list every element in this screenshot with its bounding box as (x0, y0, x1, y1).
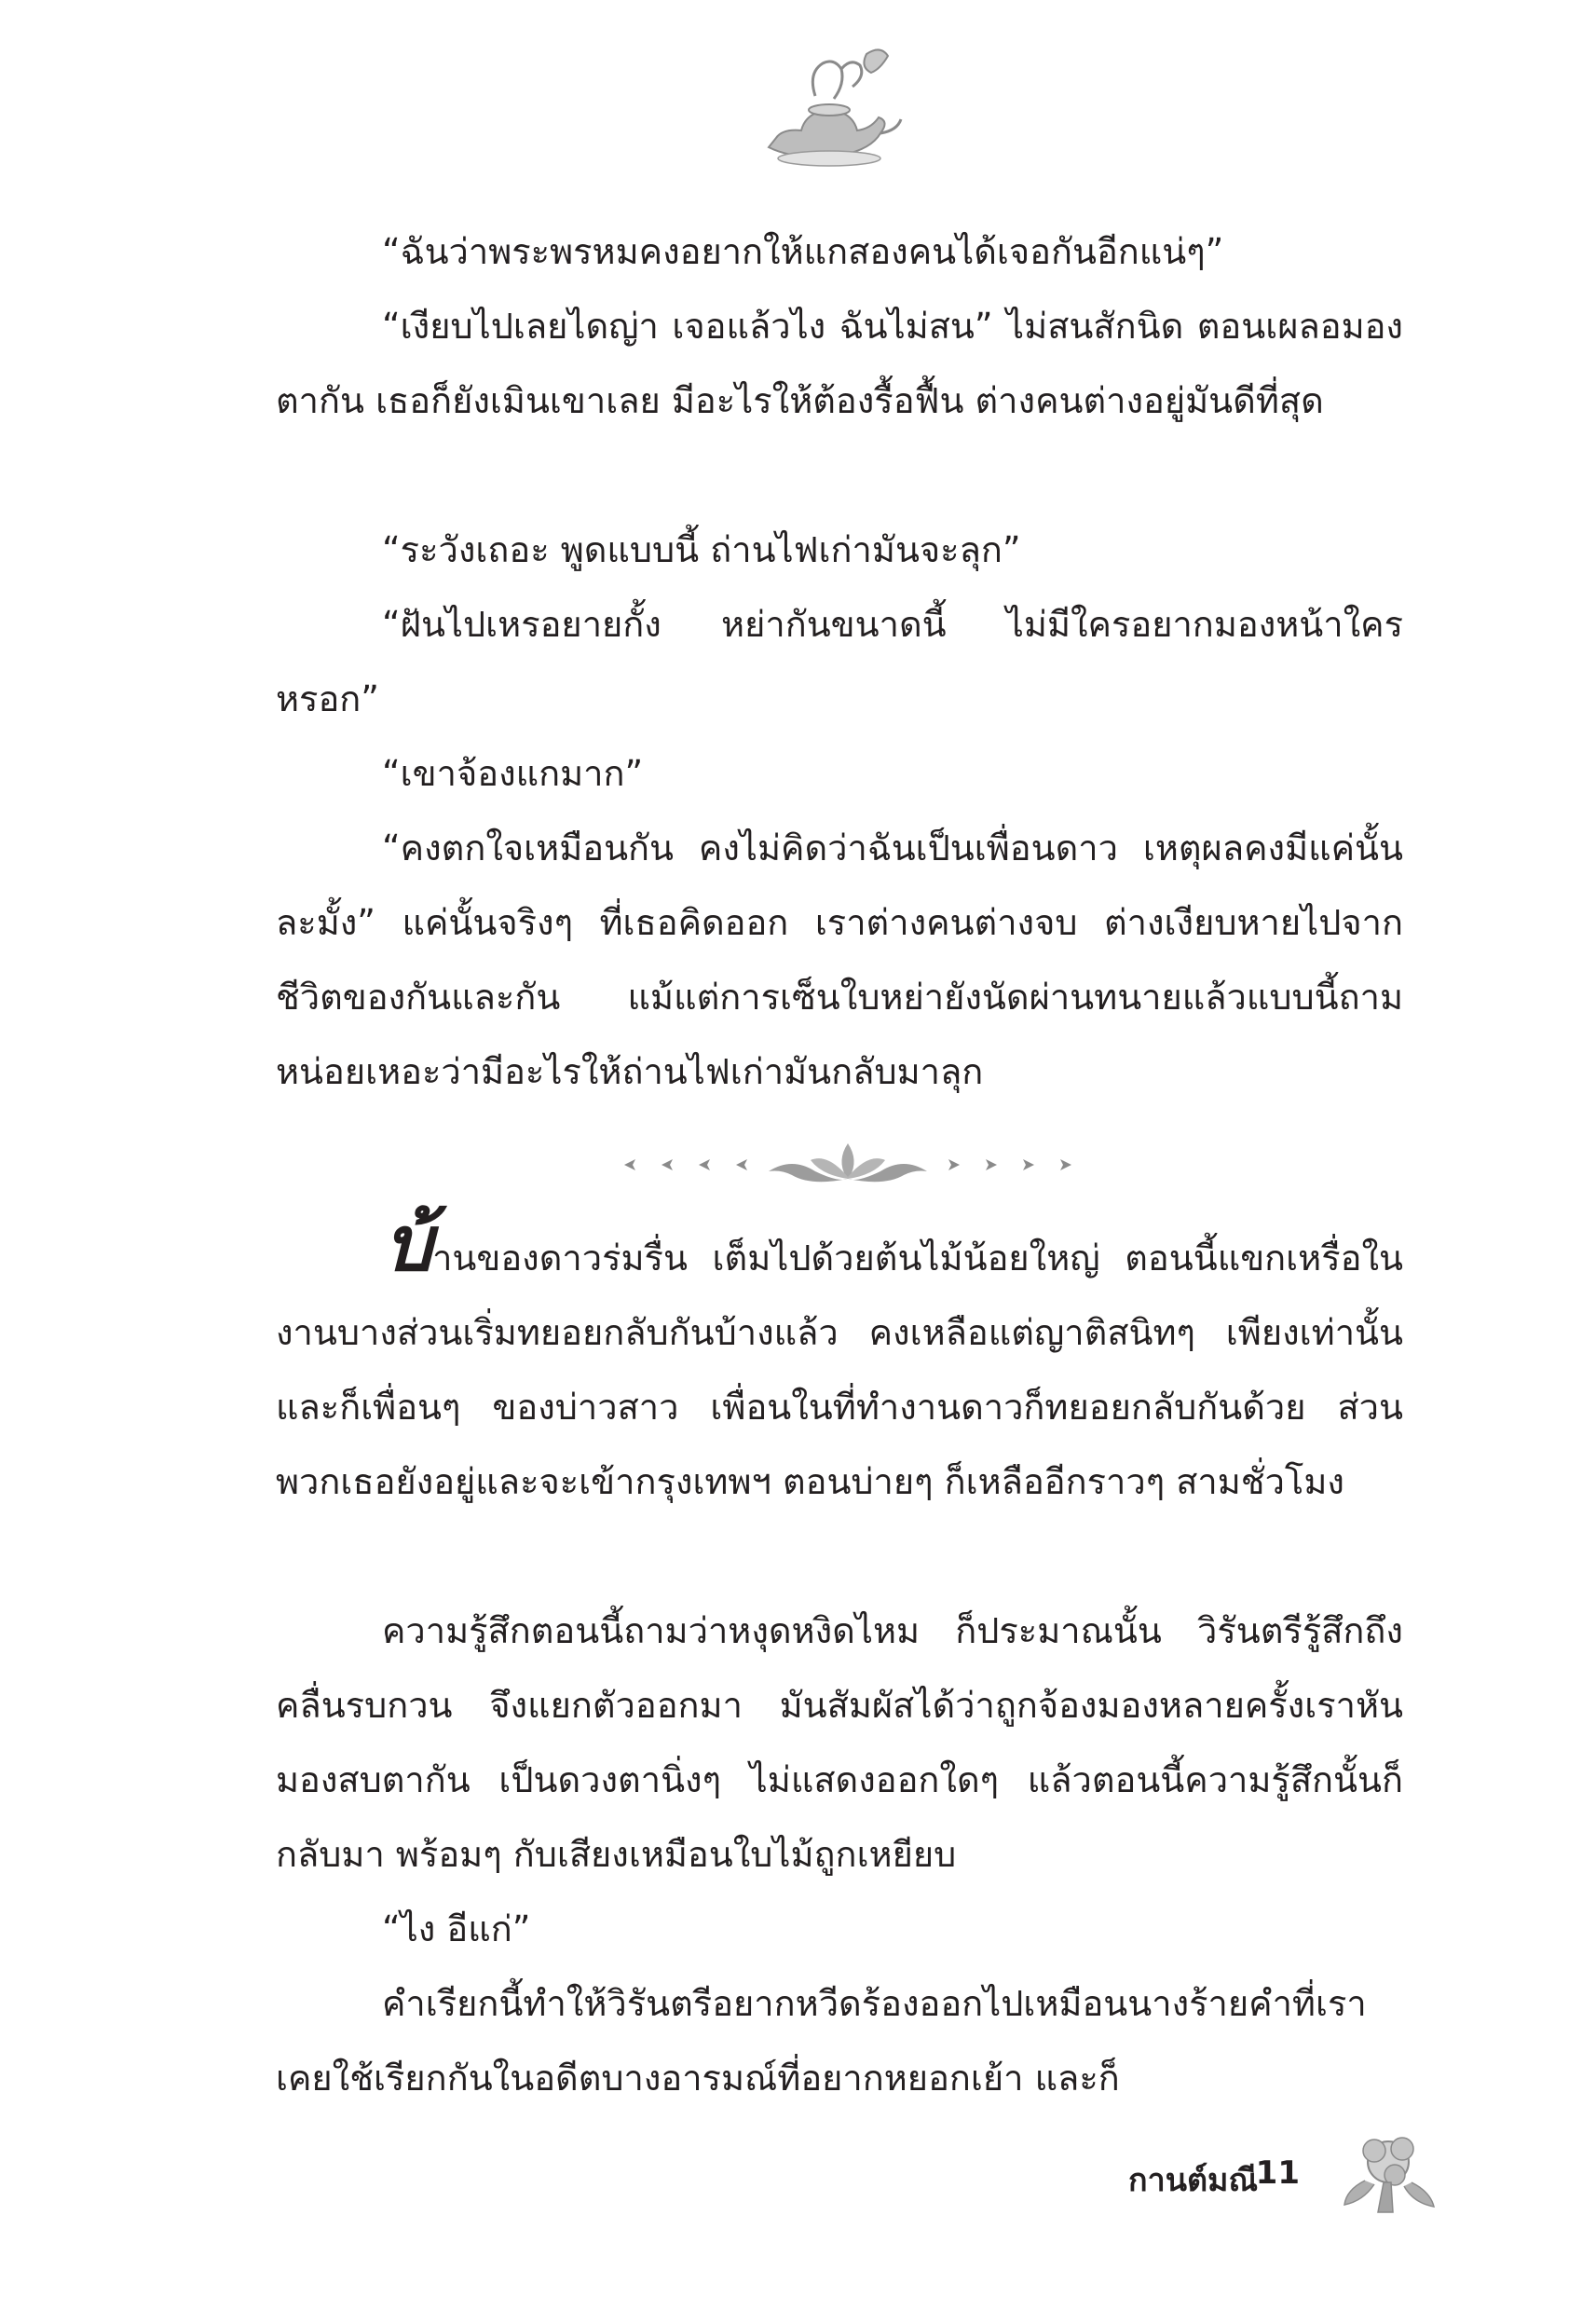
paragraph-6: “คงตกใจเหมือนกัน คงไม่คิดว่าฉันเป็นเพื่อนดาว เหตุผลคงมีแค่นั้นละมั้ง” แค่นั้นจริงๆ ที่เธอคิดออก เราต่างคนต่างจบ ต่างเงียบหายไปจากชีวิตของกันและกัน แม้แต่การเซ็นใบหย่ายังนัดผ่านทนายแล้วแบบนี้ถามหน่อยเหอะว่ามีอะไรให้ถ่านไฟเก่ามันกลับมาลุก (276, 827, 1403, 1092)
page-number: 11 (1255, 2154, 1300, 2192)
footer-book-title: กานต์มณี (1128, 2162, 1258, 2199)
paragraph-3: “ระวังเถอะ พูดแบบนี้ ถ่านไฟเก่ามันจะลุก” (382, 529, 1021, 570)
page-footer (932, 2141, 1398, 2216)
dropcap-letter: บ้ (384, 1199, 433, 1289)
scene-break-ornament-icon (615, 1132, 1081, 1197)
dropcap-paragraph (276, 1199, 1403, 1519)
paragraph-7: ความรู้สึกตอนนี้ถามว่าหงุดหงิดไหม ก็ประมาณนั้น วิรันตรีรู้สึกถึงคลื่นรบกวน จึงแยกตัวออกมา มันสัมผัสได้ว่าถูกจ้องมองหลายครั้งเราหันมองสบตากัน เป็นดวงตานิ่งๆ ไม่แสดงออกใดๆ แล้วตอนนี้ความรู้สึกนั้นก็กลับมา พร้อมๆ กับเสียงเหมือนใบไม้ถูกเหยียบ (276, 1610, 1403, 1875)
paragraph-5: “เขาจ้องแกมาก” (382, 753, 644, 794)
paragraph-8: “ไง อีแก่” (382, 1908, 531, 1949)
paragraph-2: “เงียบไปเลยไดญ่า เจอแล้วไง ฉันไม่สน” ไม่สนสักนิด ตอนเผลอมองตากัน เธอก็ยังเมินเขาเลย มีอะไรให้ต้องรื้อฟื้น ต่างคนต่างอยู่มันดีที่สุด (276, 306, 1403, 421)
paragraph-9: คำเรียกนี้ทำให้วิรันตรีอยากหวีดร้องออกไปเหมือนนางร้ายคำที่เราเคยใช้เรียกกันในอดีตบางอารมณ์ที่อยากหยอกเย้า และก็ (276, 1983, 1367, 2099)
flower-bouquet-icon (1337, 2115, 1439, 2218)
dropcap-paragraph-text: านของดาวร่มรื่น เต็มไปด้วยต้นไม้น้อยใหญ่ ตอนนี้แขกเหรื่อในงานบางส่วนเริ่มทยอยกลับกันบ้างแล้ว คงเหลือแต่ญาติสนิทๆ เพียงเท่านั้นและก็เพื่อนๆ ของบ่าวสาว เพื่อนในที่ทำงานดาวก็ทยอยกลับกันด้วย ส่วนพวกเธอยังอยู่และจะเข้ากรุงเทพฯ ตอนบ่ายๆ ก็เหลืออีกราวๆ สามชั่วโมง (276, 1238, 1403, 1502)
paragraph-1: “ฉันว่าพระพรหมคงอยากให้แกสองคนได้เจอกันอีกแน่ๆ” (382, 231, 1224, 272)
paragraph-4: “ฝันไปเหรอยายกั้ง หย่ากันขนาดนี้ ไม่มีใครอยากมองหน้าใครหรอก” (276, 604, 1403, 719)
teapot-ornament-icon (741, 45, 908, 175)
